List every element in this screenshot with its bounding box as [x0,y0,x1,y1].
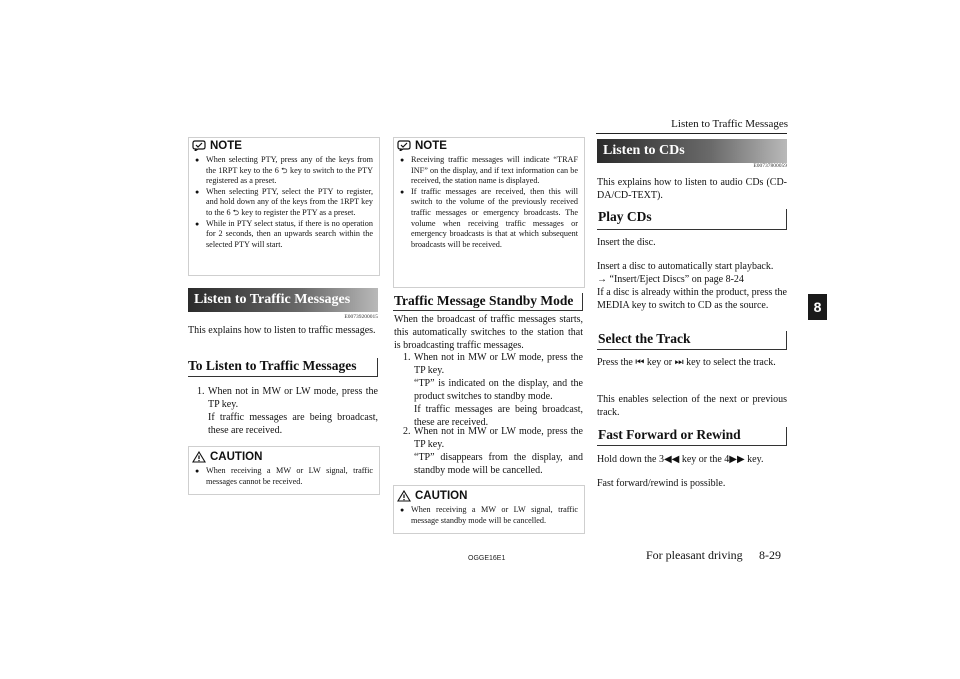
paragraph [597,260,787,312]
caution-box-middle [393,485,585,534]
note-box-middle [393,137,585,288]
subheading-rule [393,310,583,311]
running-header: Listen to Traffic Messages [671,118,788,130]
note-label: NOTE [210,139,242,152]
paragraph-text: If a disc is already within the product, press the MEDIA key to switch to CD as the source. [597,287,787,311]
subheading-rule-end [377,358,378,377]
subheading-rule-end [786,427,787,446]
note-item: ● If traffic messages are received, then this will switch to the volume of the previously received traffic messages or emergency broadcasts. The volume when receiving traffic messages or emergency broadcasts is that at which subsequent broadcasts will be received. [400,187,578,251]
subheading-rule-end [582,293,583,311]
intro-paragraph: This explains how to listen to traffic messages. [188,325,376,336]
section-banner: Listen to Traffic Messages [188,288,378,312]
caution-header [394,486,584,503]
step-1 [403,351,583,429]
step-text: “TP” is indicated on the display, and the product switches to standby mode. [414,378,583,402]
subheading: Traffic Message Standby Mode [394,293,574,308]
note-list [394,153,584,253]
subheading-rule [188,376,378,377]
header-rule [596,133,787,134]
note-list [189,153,379,253]
note-box-left [188,137,380,276]
section-code: E00737800059 [753,163,787,169]
step-number: 1. [403,352,411,363]
step-text: When not in MW or LW mode, press the TP key. [414,352,583,376]
section-code: E00739200015 [344,314,378,320]
paragraph-text: Insert a disc to automatically start playback. [597,261,774,272]
step-text: If traffic messages are being broadcast, these are received. [208,412,378,436]
note-icon [192,140,206,151]
subheading: Play CDs [598,209,652,224]
caution-item: ● When receiving a MW or LW signal, traffic messages cannot be received. [195,466,373,487]
note-item: ● Receiving traffic messages will indicate “TRAF INF” on the display, and if text information can be received, the station name is displayed. [400,155,578,187]
note-icon [397,140,411,151]
warning-icon [397,490,411,502]
subheading: Fast Forward or Rewind [598,427,741,442]
intro-paragraph: This explains how to listen to audio CDs (CD-DA/CD-TEXT). [597,177,787,201]
caution-box-left [188,446,380,495]
paragraph: Insert the disc. [597,237,656,248]
note-header [189,138,379,153]
paragraph: Fast forward/rewind is possible. [597,478,726,489]
footer-section: For pleasant driving [646,548,743,562]
caution-label: CAUTION [210,450,263,463]
subheading: To Listen to Traffic Messages [188,358,357,373]
step-number: 2. [403,426,411,437]
step-number: 1. [197,386,205,397]
paragraph: Press the ⏮ key or ⏭ key to select the track. [597,357,776,368]
caution-header [189,447,379,464]
subheading: Select the Track [598,331,691,346]
note-item: ● While in PTY select status, if there is no operation for 2 seconds, then an upwards search within the selected PTY will start. [195,219,373,251]
note-item: ● When selecting PTY, press any of the keys from the 1RPT key to the 6 ⮌ key to switch to the PTY registered as a preset. [195,155,373,187]
step-2 [403,425,583,477]
caution-list [189,464,379,490]
warning-icon [192,451,206,463]
note-header [394,138,584,153]
subheading-rule [597,349,787,350]
step-text: “TP” disappears from the display, and standby mode will be cancelled. [414,452,583,476]
caution-label: CAUTION [415,489,468,502]
step-text: If traffic messages are being broadcast, these are received. [414,404,583,428]
paragraph: Hold down the 3◀◀ key or the 4▶▶ key. [597,454,764,465]
chapter-tab: 8 [808,294,827,320]
caution-item: ● When receiving a MW or LW signal, traffic message standby mode will be cancelled. [400,505,578,526]
document-code: OGGE16E1 [468,555,506,562]
caution-list [394,503,584,529]
subheading-rule-end [786,331,787,350]
step-text: When not in MW or LW mode, press the TP key. [414,426,583,450]
note-label: NOTE [415,139,447,152]
step-1 [197,385,378,437]
section-banner: Listen to CDs [597,139,787,163]
note-item: ● When selecting PTY, select the PTY to register, and hold down any of the keys from the 1RPT key to the 6 ⮌ key to register the PTY as a preset. [195,187,373,219]
subheading-rule [597,445,787,446]
page-reference: → “Insert/Eject Discs” on page 8-24 [597,274,744,285]
page-number: 8-29 [759,548,781,562]
step-text: When not in MW or LW mode, press the TP key. [208,386,378,410]
subheading-rule-end [786,209,787,230]
intro-paragraph: When the broadcast of traffic messages starts, this automatically switches to the station that is broadcasting traffic messages. [394,314,583,351]
paragraph: This enables selection of the next or previous track. [597,394,787,418]
subheading-rule [597,229,787,230]
